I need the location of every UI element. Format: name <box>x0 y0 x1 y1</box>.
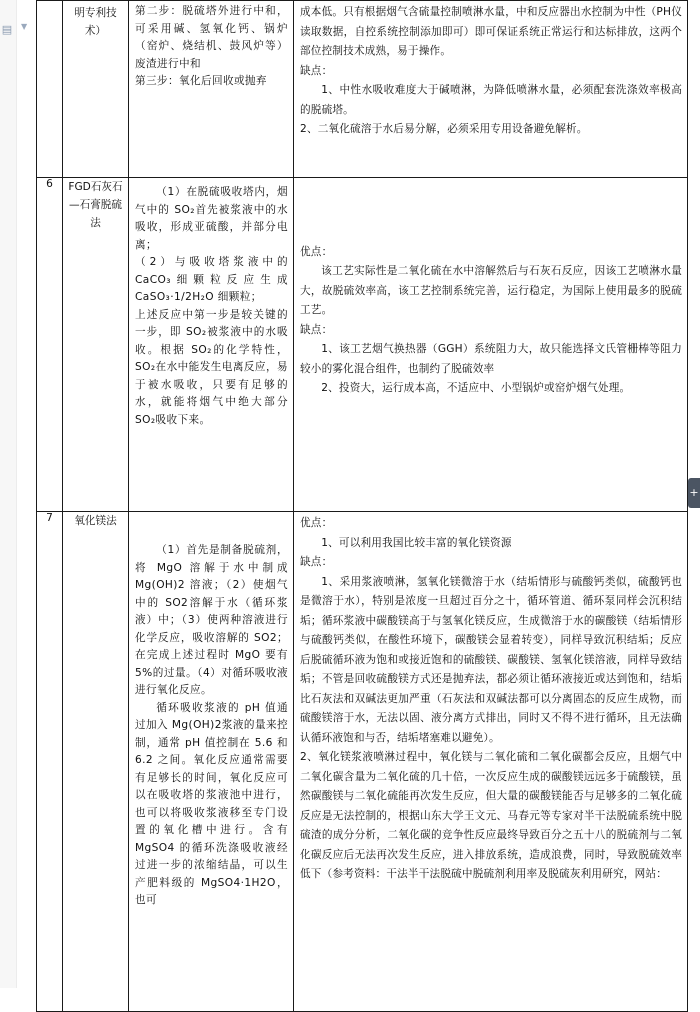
evaluation-text: 2、投资大，运行成本高，不适应中、小型锅炉或窑炉烟气处理。 <box>321 382 631 394</box>
evaluation-text: 2、二氧化硫溶于水后易分解，必须采用专用设备避免解析。 <box>300 123 588 135</box>
process-step: （1）首先是制备脱硫剂，将 MgO 溶解于水中制成 Mg(OH)2 溶液；（2）使烟气中的 SO2溶解于水（循环浆液）中；（3）使两种溶液进行化学反应，吸收溶解的 SO2；在完成上述过程时 MgO 要有 5%的过量。（4）对循环吸收液进行氧化反应。 <box>135 544 288 696</box>
evaluation-text: 1、可以利用我国比较丰富的氧化镁资源 <box>321 536 512 549</box>
row-number-cell <box>37 178 63 512</box>
evaluation-text: 成本低。只有根据烟气含硫量控制喷淋水量，中和反应器出水控制为中性（PH仪读取数据，自控系统控制添加即可）即可保证系统正常运行和达标排放，这两个部位控制技术成熟，易于操作。 <box>300 6 682 57</box>
evaluation-cell <box>294 1 688 178</box>
process-step: （2）与吸收塔浆液中的 CaCO₃细颗粒反应生成 CaSO₃·1/2H₂O 细颗粒； <box>135 256 288 303</box>
process-step: （1）在脱硫吸收塔内，烟气中的 SO₂首先被浆液中的水吸收，形成亚硫酸，并部分电离； <box>135 186 288 251</box>
method-name-cell <box>63 1 129 178</box>
row-number-cell <box>37 1 63 178</box>
process-cell <box>129 512 294 1012</box>
collapse-arrow-icon[interactable]: ▼ <box>21 22 28 31</box>
pros-heading: 优点： <box>300 245 333 258</box>
method-name: 明专利技术） <box>74 7 117 37</box>
row-marker <box>18 0 35 988</box>
cons-heading: 缺点： <box>300 64 333 77</box>
process-comparison-table <box>36 0 688 1012</box>
row-number: 7 <box>46 512 53 524</box>
evaluation-text: 1、采用浆液喷淋，氢氧化镁微溶于水（结垢情形与硫酸钙类似，硫酸钙也是微溶于水），特别是浓度一旦超过百分之十，循环管道、循环泵同样会沉积结垢；循环浆液中碳酸镁高于与氢氧化镁反应，生成微溶于水的碳酸镁（结垢情形与硫酸钙类似，在酸性环境下，碳酸镁会显着转变），同样导致沉积结垢；反应后脱硫循环液为饱和或接近饱和的硫酸镁、碳酸镁、氢氧化镁溶液，同样导致结垢；不管是回收硫酸镁方式还是抛弃法，都必须让循环液接近或达到饱和，结垢比石灰法和双碱法更加严重（石灰法和双碱法都可以分离固态的反应生成物，而硫酸镁溶于水，无法以固、液分离方式排出，同时又不得不进行循环，且无法确认循环液饱和与否，结垢堵塞难以避免）。 <box>300 575 682 744</box>
evaluation-text: 1、中性水吸收难度大于碱喷淋，为降低喷淋水量，必须配套洗涤效率极高的脱硫塔。 <box>300 84 682 116</box>
method-name: 氧化镁法 <box>74 515 117 527</box>
table-row <box>37 178 688 512</box>
row-number: 6 <box>46 178 53 190</box>
process-step: 第三步：氧化后回收或抛弃 <box>135 75 267 87</box>
plus-icon[interactable]: + <box>688 478 700 508</box>
process-step: 第二步：脱硫塔外进行中和，可采用碱、氢氧化钙、锅炉（窑炉、烧结机、鼓风炉等）废渣进行中和 <box>135 5 288 70</box>
process-step: 循环吸收浆液的 pH 值通过加入 Mg(OH)2浆液的量来控制，通常 pH 值控制在 5.6 和 6.2 之间。氧化反应通常需要有足够长的时间，氧化反应可以在吸收塔的浆液池中进行，也可以将吸收浆液移至专门设置的氧化槽中进行。含有 MgSO4 的循环洗涤吸收液经过进一步的浓缩结晶，可以生产肥料级的 MgSO4·1H2O，也可 <box>135 701 288 906</box>
evaluation-text: 2、氧化镁浆液喷淋过程中，氧化镁与二氧化硫和二氧化碳都会反应，且烟气中二氧化碳含量为二氧化硫的几十倍，一次反应生成的碳酸镁远远多于硫酸镁，虽然碳酸镁与二氧化硫能再次发生反应，但大量的碳酸镁能否与足够多的二氧化硫反应是无法控制的，根据山东大学王文元、马春元等专家对半干法脱硫系统中脱硫渣的成分分析，二氧化碳的竞争性反应最终导致百分之五十八的脱硫剂与二氧化碳反应后无法再次发生反应，进入排放系统，造成浪费，同时，导致脱硫效率低下（参考资料：干法半干法脱硫中脱硫剂利用率及脱硫灰利用研究，网站： <box>300 751 682 880</box>
process-step: 上述反应中第一步是较关键的一步，即 SO₂被浆液中的水吸收。根据 SO₂的化学特性，SO₂在水中能发生电离反应，易于被水吸收，只要有足够的水，就能将烟气中绝大部分 SO₂吸收下来。 <box>135 308 288 426</box>
evaluation-cell <box>294 512 688 1012</box>
pros-heading: 优点： <box>300 517 333 529</box>
cons-heading: 缺点： <box>300 323 333 336</box>
method-name-cell <box>63 178 129 512</box>
cons-heading: 缺点： <box>300 556 333 568</box>
process-cell <box>129 178 294 512</box>
evaluation-cell <box>294 178 688 512</box>
table-row <box>37 1 688 178</box>
left-gutter <box>0 0 17 988</box>
table-row <box>37 512 688 1012</box>
process-cell <box>129 1 294 178</box>
evaluation-text: 该工艺实际性是二氧化硫在水中溶解然后与石灰石反应，因该工艺喷淋水量大，故脱硫效率高，该工艺控制系统完善，运行稳定，为国际上使用最多的脱硫工艺。 <box>300 265 682 316</box>
document-icon: ▤ <box>1 23 13 36</box>
method-name-cell <box>63 512 129 1012</box>
evaluation-text: 1、该工艺烟气换热器（GGH）系统阻力大，故只能选择文氏管栅棒等阻力较小的雾化混合组件，也制约了脱硫效率 <box>300 343 682 375</box>
method-name: FGD石灰石—石膏脱硫法 <box>68 181 123 229</box>
row-number-cell <box>37 512 63 1012</box>
